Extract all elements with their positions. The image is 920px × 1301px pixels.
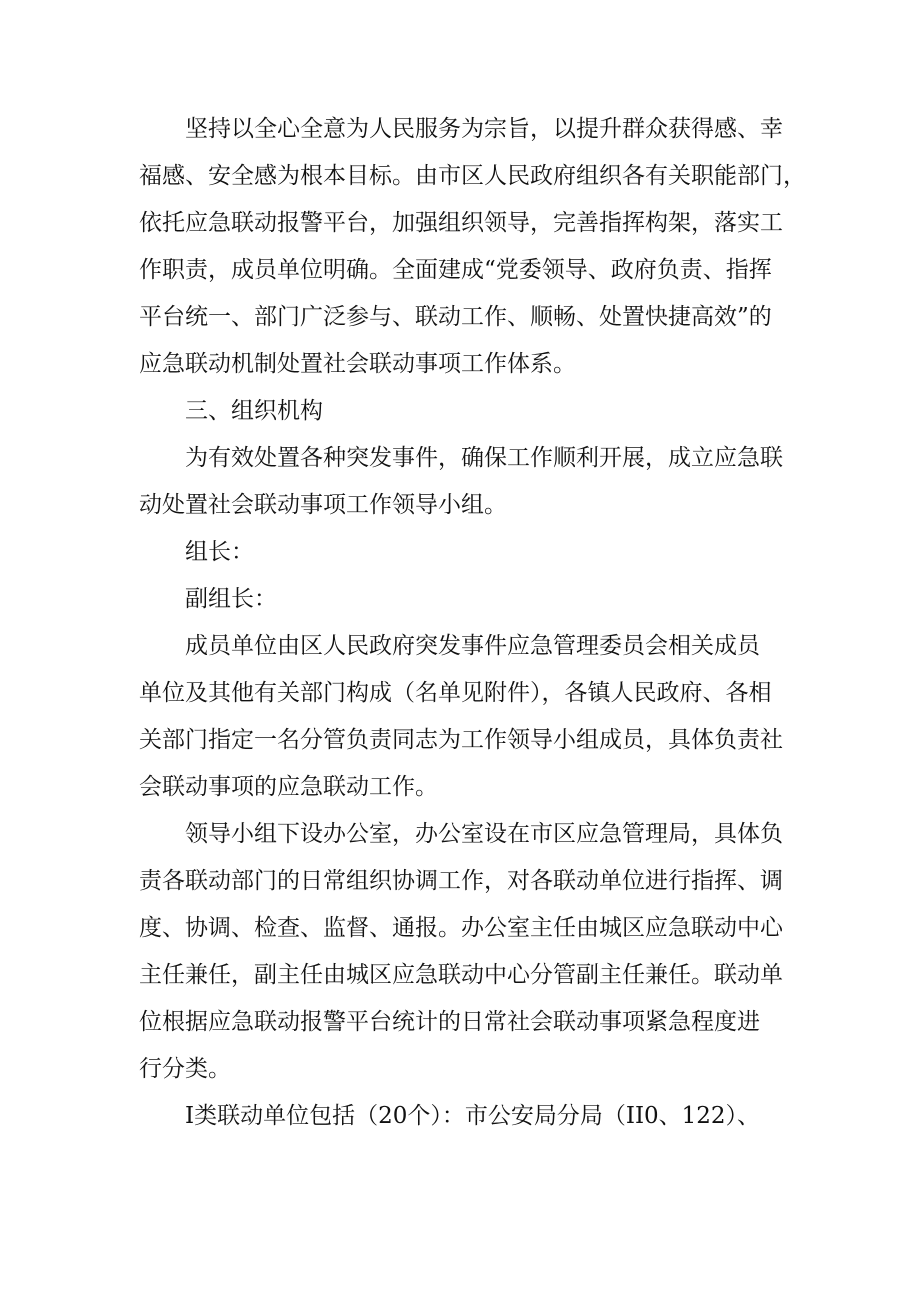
paragraph-principle [139,106,806,388]
text-line: 行分类。 [139,1056,231,1082]
paragraph-office [139,811,789,1093]
text-line: I类联动单位包括（20个）：市公安局分局（II0、122）、 [185,1103,761,1129]
paragraph-establish-group [139,435,789,529]
text-line: 平台统一、部门广泛参与、联动工作、顺畅、处置快捷高效”的 [139,304,772,330]
leader-label: 组长： [185,539,254,565]
text-line: 福感、安全感为根本目标。由市区人民政府组织各有关职能部门， [139,163,806,189]
section-heading: 三、组织机构 [185,398,323,424]
text-line: 动处置社会联动事项工作领导小组。 [139,492,507,518]
text-line: 责各联动部门的日常组织协调工作，对各联动单位进行指挥、调 [139,868,783,894]
text-line: 依托应急联动报警平台，加强组织领导，完善指挥构架，落实工 [139,210,783,236]
text-line: 成员单位由区人民政府突发事件应急管理委员会相关成员 [185,633,760,659]
text-line: 作职责，成员单位明确。全面建成“党委领导、政府负责、指挥 [139,257,772,283]
deputy-leader-label: 副组长： [185,586,277,612]
text-line: 关部门指定一名分管负责同志为工作领导小组成员，具体负责社 [139,727,783,753]
text-line: 坚持以全心全意为人民服务为宗旨，以提升群众获得感、幸 [185,116,783,142]
text-line: 为有效处置各种突发事件，确保工作顺利开展，成立应急联 [185,445,783,471]
paragraph-member-units [139,623,789,811]
text-line: 单位及其他有关部门构成（名单见附件），各镇人民政府、各相 [139,680,772,706]
text-line: 度、协调、检查、监督、通报。办公室主任由城区应急联动中心 [139,915,783,941]
document-body [139,106,806,1140]
paragraph-class-one-units [139,1093,789,1140]
text-line: 主任兼任，副主任由城区应急联动中心分管副主任兼任。联动单 [139,962,783,988]
text-line: 领导小组下设办公室，办公室设在市区应急管理局，具体负 [185,821,783,847]
text-line: 会联动事项的应急联动工作。 [139,774,438,800]
text-line: 应急联动机制处置社会联动事项工作体系。 [139,351,576,377]
text-line: 位根据应急联动报警平台统计的日常社会联动事项紧急程度进 [139,1009,760,1035]
